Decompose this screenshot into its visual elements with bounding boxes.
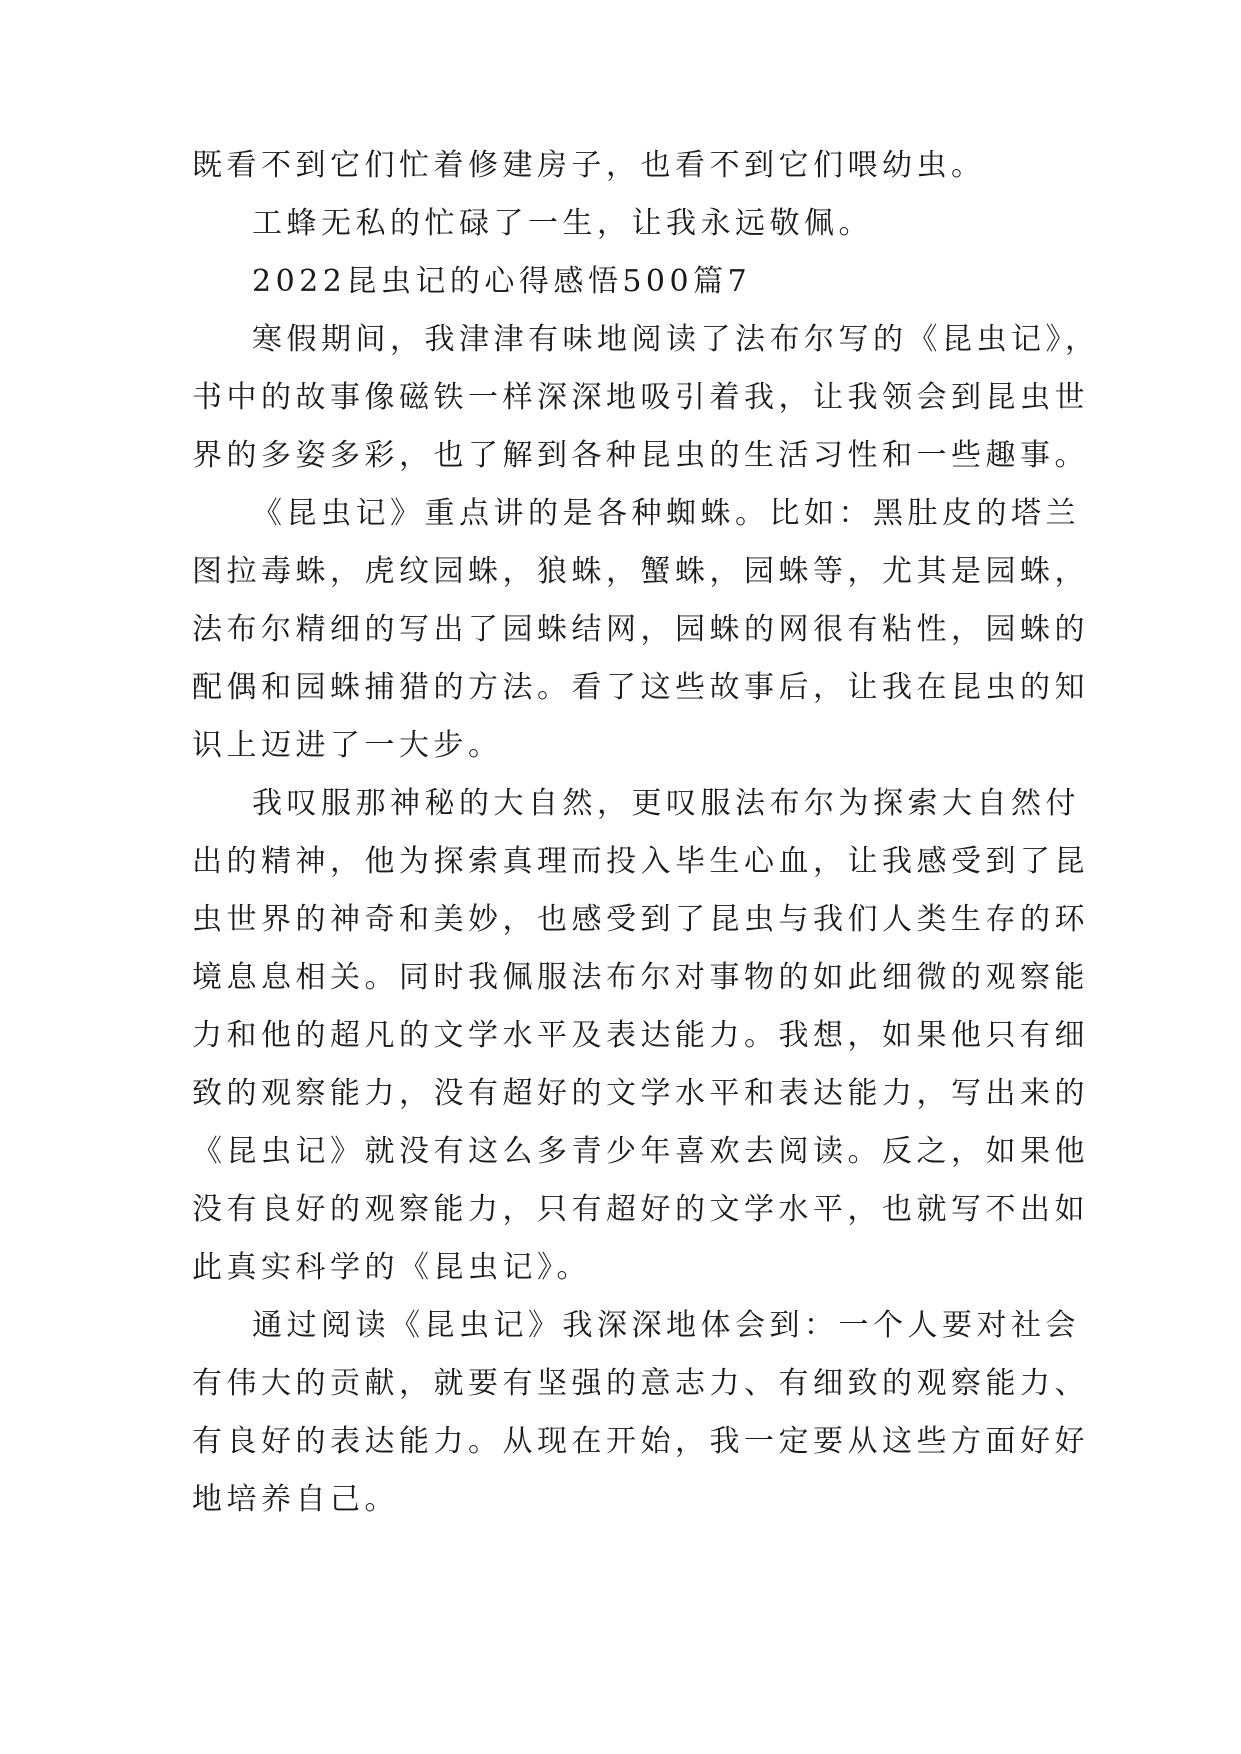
text-line: 《昆虫记》就没有这么多青少年喜欢去阅读。反之，如果他 bbox=[192, 1134, 1089, 1169]
text-line: 配偶和园蛛捕猎的方法。看了这些故事后，让我在昆虫的知 bbox=[192, 670, 1089, 705]
text-line: 我叹服那神秘的大自然，更叹服法布尔为探索大自然付 bbox=[252, 786, 1080, 821]
text-line: 致的观察能力，没有超好的文学水平和表达能力，写出来的 bbox=[192, 1076, 1089, 1111]
text-line: 通过阅读《昆虫记》我深深地体会到：一个人要对社会 bbox=[252, 1308, 1080, 1343]
text-line: 图拉毒蛛，虎纹园蛛，狼蛛，蟹蛛，园蛛等，尤其是园蛛， bbox=[192, 554, 1089, 589]
text-line: 寒假期间，我津津有味地阅读了法布尔写的《昆虫记》， bbox=[252, 322, 1100, 357]
text-line: 《昆虫记》重点讲的是各种蜘蛛。比如：黑肚皮的塔兰 bbox=[252, 496, 1080, 531]
text-line: 境息息相关。同时我佩服法布尔对事物的如此细微的观察能 bbox=[192, 960, 1089, 995]
text-line: 有伟大的贡献，就要有坚强的意志力、有细致的观察能力、 bbox=[192, 1366, 1089, 1401]
text-line: 既看不到它们忙着修建房子，也看不到它们喂幼虫。 bbox=[192, 148, 986, 183]
section-heading: 2022昆虫记的心得感悟500篇7 bbox=[252, 264, 752, 299]
text-line: 地培养自己。 bbox=[192, 1482, 399, 1517]
text-line: 书中的故事像磁铁一样深深地吸引着我，让我领会到昆虫世 bbox=[192, 380, 1089, 415]
text-line: 有良好的表达能力。从现在开始，我一定要从这些方面好好 bbox=[192, 1424, 1089, 1459]
text-line: 识上迈进了一大步。 bbox=[192, 728, 503, 763]
text-line: 工蜂无私的忙碌了一生，让我永远敬佩。 bbox=[252, 206, 873, 241]
text-line: 界的多姿多彩，也了解到各种昆虫的生活习性和一些趣事。 bbox=[192, 438, 1089, 473]
text-line: 力和他的超凡的文学水平及表达能力。我想，如果他只有细 bbox=[192, 1018, 1089, 1053]
text-line: 没有良好的观察能力，只有超好的文学水平，也就写不出如 bbox=[192, 1192, 1089, 1227]
text-line: 虫世界的神奇和美妙，也感受到了昆虫与我们人类生存的环 bbox=[192, 902, 1089, 937]
text-line: 法布尔精细的写出了园蛛结网，园蛛的网很有粘性，园蛛的 bbox=[192, 612, 1089, 647]
text-line: 出的精神，他为探索真理而投入毕生心血，让我感受到了昆 bbox=[192, 844, 1089, 879]
text-line: 此真实科学的《昆虫记》。 bbox=[192, 1250, 591, 1285]
